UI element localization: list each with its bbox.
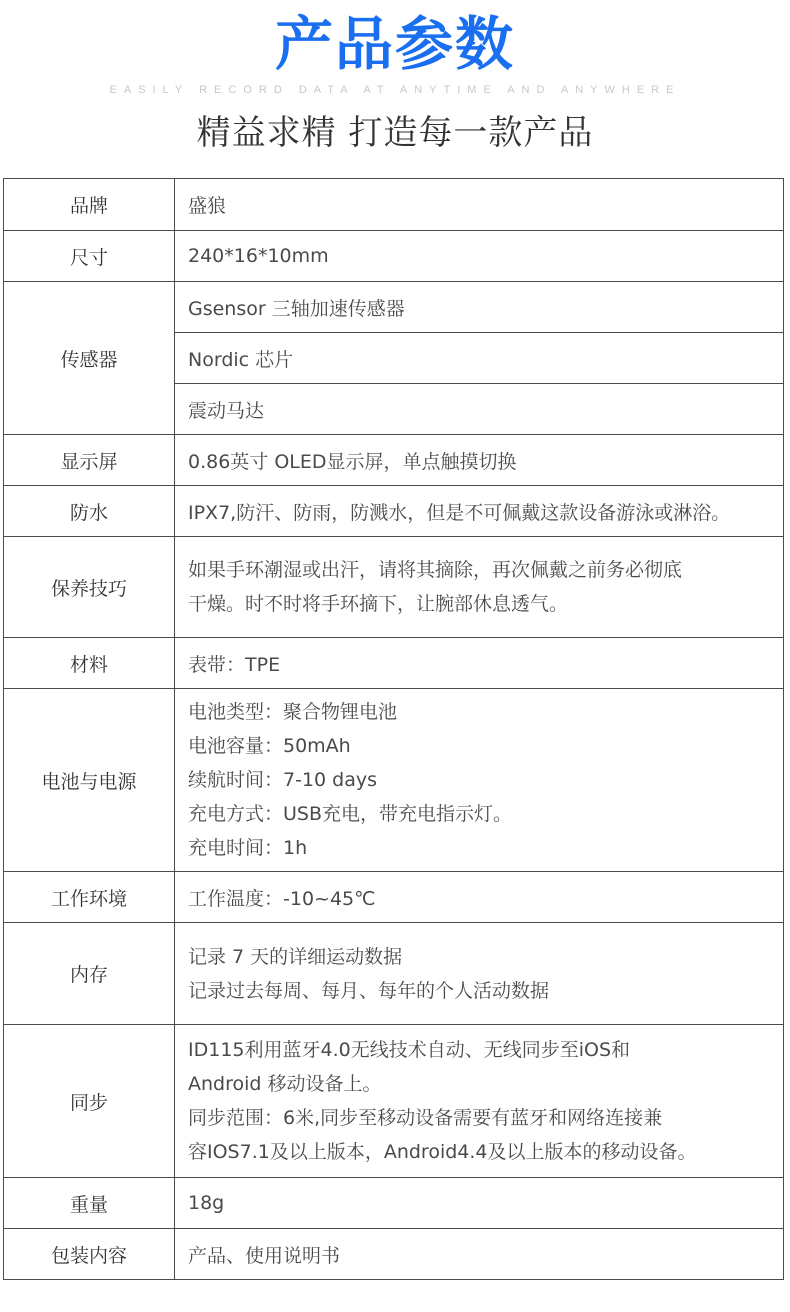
spec-value	[175, 537, 784, 638]
spec-row-sensor	[4, 282, 784, 333]
spec-row-environment	[4, 872, 784, 923]
spec-value: 240*16*10mm	[175, 231, 784, 282]
spec-line: 电池类型：聚合物锂电池	[188, 701, 398, 723]
spec-value: 表带：TPE	[175, 638, 784, 689]
spec-line: 充电方式：USB充电，带充电指示灯。	[188, 803, 513, 825]
spec-label: 包装内容	[4, 1229, 175, 1280]
spec-value: 产品、使用说明书	[175, 1229, 784, 1280]
spec-row-memory	[4, 923, 784, 1025]
spec-value	[175, 923, 784, 1025]
spec-line: 如果手环潮湿或出汗，请将其摘除，再次佩戴之前务必彻底	[188, 559, 683, 581]
spec-label: 品牌	[4, 179, 175, 231]
spec-value: 震动马达	[175, 384, 784, 435]
english-subtitle: EASILY RECORD DATA AT ANYTIME AND ANYWHERE	[109, 84, 681, 96]
spec-line: Android 移动设备上。	[188, 1073, 382, 1095]
spec-value: IPX7,防汗、防雨，防溅水，但是不可佩戴这款设备游泳或淋浴。	[175, 486, 784, 537]
spec-line: 续航时间：7-10 days	[188, 769, 378, 791]
spec-value: Nordic 芯片	[175, 333, 784, 384]
spec-line: 记录过去每周、每月、每年的个人活动数据	[188, 979, 550, 1002]
spec-line: 记录 7 天的详细运动数据	[188, 945, 403, 968]
spec-line: 容IOS7.1及以上版本，Android4.4及以上版本的移动设备。	[188, 1141, 697, 1163]
spec-row-sync	[4, 1025, 784, 1178]
spec-label: 保养技巧	[4, 537, 175, 638]
spec-value: Gsensor 三轴加速传感器	[175, 282, 784, 333]
spec-line: 干燥。时不时将手环摘下，让腕部休息透气。	[188, 593, 569, 615]
spec-label: 工作环境	[4, 872, 175, 923]
spec-table	[3, 178, 784, 1280]
spec-row-package	[4, 1229, 784, 1280]
spec-value: 工作温度：-10~45℃	[175, 872, 784, 923]
spec-value	[175, 689, 784, 872]
spec-row-waterproof	[4, 486, 784, 537]
spec-label: 传感器	[4, 282, 175, 435]
spec-line: 充电时间：1h	[188, 837, 308, 859]
spec-row-care	[4, 537, 784, 638]
spec-label: 材料	[4, 638, 175, 689]
spec-line: 同步范围：6米,同步至移动设备需要有蓝牙和网络连接兼	[188, 1107, 663, 1129]
spec-value	[175, 1025, 784, 1178]
spec-line: 电池容量：50mAh	[188, 735, 351, 757]
spec-label: 防水	[4, 486, 175, 537]
spec-line: ID115利用蓝牙4.0无线技术自动、无线同步至iOS和	[188, 1039, 631, 1061]
page-title: 产品参数	[274, 10, 515, 78]
spec-value: 盛狼	[175, 179, 784, 231]
spec-label: 重量	[4, 1178, 175, 1229]
spec-label: 电池与电源	[4, 689, 175, 872]
spec-row-weight	[4, 1178, 784, 1229]
spec-value: 0.86英寸 OLED显示屏，单点触摸切换	[175, 435, 784, 486]
spec-row-material	[4, 638, 784, 689]
spec-label: 显示屏	[4, 435, 175, 486]
spec-row-battery	[4, 689, 784, 872]
spec-row-size	[4, 231, 784, 282]
spec-value: 18g	[175, 1178, 784, 1229]
spec-label: 同步	[4, 1025, 175, 1178]
spec-label: 尺寸	[4, 231, 175, 282]
spec-label: 内存	[4, 923, 175, 1025]
spec-row-display	[4, 435, 784, 486]
slogan: 精益求精 打造每一款产品	[196, 113, 594, 153]
spec-row-brand	[4, 179, 784, 231]
